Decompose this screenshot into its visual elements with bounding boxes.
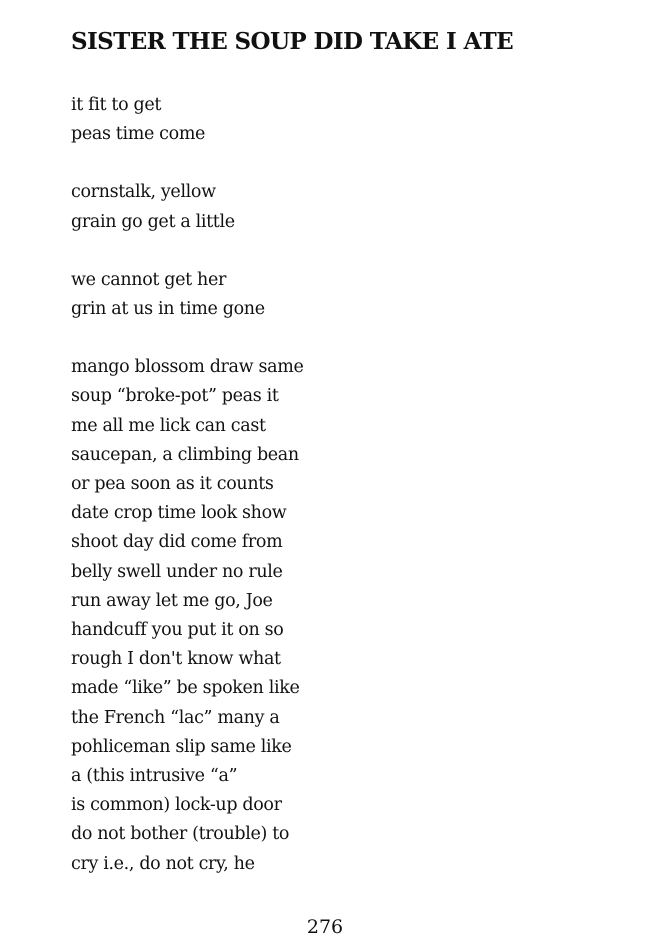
poem-line: made “like” be spoken like (71, 678, 300, 699)
stanza-3 (71, 266, 431, 324)
poem-line: pohliceman slip same like (71, 736, 292, 757)
stanza-4 (71, 353, 431, 879)
poem-title: SISTER THE SOUP DID TAKE I ATE (71, 28, 514, 55)
poem-line: peas time come (71, 124, 206, 145)
poem-line: saucepan, a climbing bean (71, 444, 299, 465)
poem-line: do not bother (trouble) to (71, 824, 290, 845)
poem-line: belly swell under no rule (71, 561, 283, 582)
poem-line: rough I don't know what (71, 649, 281, 670)
poem-line: grain go get a little (71, 211, 235, 232)
poem-line: mango blossom draw same (71, 357, 304, 378)
poem-line: or pea soon as it counts (71, 474, 274, 495)
poem-line: it fit to get (71, 95, 162, 115)
page-number: 276 (306, 916, 344, 938)
stanza-2 (71, 178, 431, 236)
poem-line: soup “broke-pot” peas it (71, 386, 279, 407)
poem-line: me all me lick can cast (71, 415, 266, 436)
poem-line: cry i.e., do not cry, he (71, 853, 255, 874)
poem-line: is common) lock-up door (71, 795, 282, 816)
poem-body (71, 91, 431, 908)
poem-line: grin at us in time gone (71, 299, 265, 320)
poem-line: the French “lac” many a (71, 707, 280, 728)
poem-line: shoot day did come from (71, 532, 283, 553)
poem-line: date crop time look show (71, 503, 287, 524)
poem-line: we cannot get her (71, 269, 227, 290)
stanza-1 (71, 91, 431, 149)
poem-line: a (this intrusive “a” (71, 766, 238, 787)
poem-line: run away let me go, Joe (71, 590, 273, 611)
poem-line: cornstalk, yellow (71, 182, 216, 203)
poem-line: handcuff you put it on so (71, 620, 284, 641)
